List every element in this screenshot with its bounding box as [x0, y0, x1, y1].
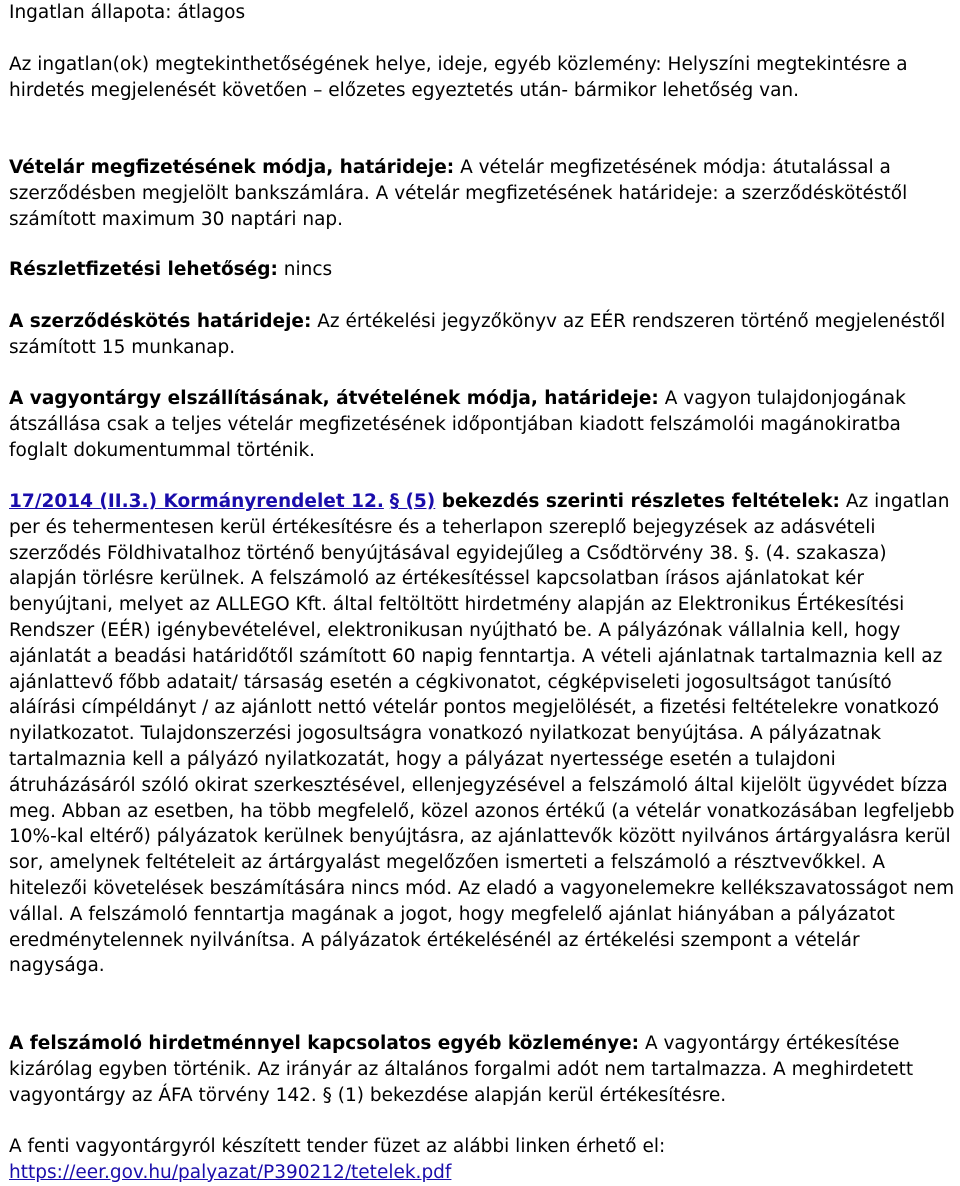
delivery-label: A vagyontárgy elszállításának, átvételének módja, határideje:	[9, 388, 659, 409]
decree-text: Az ingatlan per és tehermentesen kerül értékesítésre és a teherlapon szereplő bejegyzések az adásvételi szerződés Földhivatalhoz történő benyújtásával egyidejűleg a Csődtörvény 38. §. (4. szakasza) alapján törlésre kerülnek. A felszámoló az értékesítéssel kapcsolatban írásos ajánlatokat kér benyújtani, melyet az ALLEGO Kft. által feltöltött hirdetmény alapján az Elektronikus Értékesítési Rendszer (EÉR) igénybevételével, elektronikusan nyújtható be. A pályázónak vállalnia kell, hogy ajánlatát a beadási határidőtől számított 60 napig fenntartja. A vételi ajánlatnak tartalmaznia kell az ajánlattevő főbb adatait/ társaság esetén a cégkivonatot, cégképviseleti jogosultságot tanúsító aláírási címpéldányt / az ajánlott nettó vételár pontos megjelölését, a fizetési feltételekre vonatkozó nyilatkozatot. Tulajdonszerzési jogosultságra vonatkozó nyilatkozat benyújtása. A pályázatnak tartalmaznia kell a pályázó nyilatkozatát, hogy a pályázat nyertessége esetén a tulajdoni átruházásáról szóló okirat szerkesztésével, ellenjegyzésével a felszámoló által kijelölt ügyvédet bízza meg. Abban az esetben, ha több megfelelő, közel azonos értékű (a vételár vonatkozásában legfeljebb 10%-kal eltérő) pályázatok kerülnek benyújtásra, az ajánlattevők között nyilvános ártárgyalásra kerül sor, amelynek feltételeit az ártárgyalást megelőzően ismerteti a felszámoló a résztvevőkkel. A hitelezői követelések beszámítására nincs mód. Az eladó a vagyonelemekre kellékszavatosságot nem vállal. A felszámoló fenntartja magának a jogot, hogy megfelelő ajánlat hiányában a pályázatot eredménytelennek nyilvánítsa. A pályázatok értékelésénél az értékelési szempont a vételár nagysága.	[9, 491, 955, 977]
condition-label: Ingatlan állapota:	[9, 2, 172, 23]
decree-link[interactable]: 17/2014 (II.3.) Kormányrendelet 12.	[9, 491, 384, 512]
other-notice-label: A felszámoló hirdetménnyel kapcsolatos egyéb közleménye:	[9, 1033, 640, 1054]
payment-paragraph	[9, 155, 957, 232]
other-notice-text: A vagyontárgy értékesítése kizárólag egyben történik. Az irányár az általános forgalmi adót nem tartalmazza. A meghirdetett vagyontárgy az ÁFA törvény 142. § (1) bekezdése alapján kerül értékesítésre.	[9, 1033, 914, 1106]
tender-text: A fenti vagyontárgyról készített tender füzet az alábbi linken érhető el:	[9, 1136, 666, 1157]
other-notice-paragraph	[9, 1031, 957, 1108]
decree-label: bekezdés szerinti részletes feltételek:	[435, 491, 840, 512]
contract-deadline-label: A szerződéskötés határideje:	[9, 311, 312, 332]
delivery-text: A vagyon tulajdonjogának átszállása csak a teljes vételár megfizetésének időpontjában kiadott felszámolói magánokiratba foglalt dokumentummal történik.	[9, 388, 906, 461]
payment-label: Vételár megfizetésének módja, határideje:	[9, 157, 455, 178]
condition-paragraph	[9, 0, 957, 26]
installment-label: Részletfizetési lehetőség:	[9, 259, 278, 280]
viewing-paragraph: Az ingatlan(ok) megtekinthetőségének helye, ideje, egyéb közlemény: Helyszíni megtekintésre a hirdetés megjelenését követően – előzetes egyeztetés után- bármikor lehetőség van.	[9, 54, 908, 101]
delivery-paragraph	[9, 386, 957, 463]
tender-paragraph	[9, 1134, 957, 1186]
tender-link[interactable]: https://eer.gov.hu/palyazat/P390212/tetelek.pdf	[9, 1161, 452, 1183]
contract-deadline-text: Az értékelési jegyzőkönyv az EÉR rendszeren történő megjelenéstől számított 15 munkanap.	[9, 311, 946, 358]
condition-value: átlagos	[171, 2, 246, 23]
installment-paragraph	[9, 257, 957, 283]
installment-text: nincs	[277, 259, 333, 280]
payment-text: A vételár megfizetésének módja: átutalással a szerződésben megjelölt bankszámlára. A vételár megfizetésének határideje: a szerződéskötéstől számított maximum 30 naptári nap.	[9, 157, 908, 230]
section-link[interactable]: § (5)	[389, 491, 436, 512]
contract-deadline-paragraph	[9, 309, 957, 361]
decree-paragraph	[9, 489, 957, 979]
